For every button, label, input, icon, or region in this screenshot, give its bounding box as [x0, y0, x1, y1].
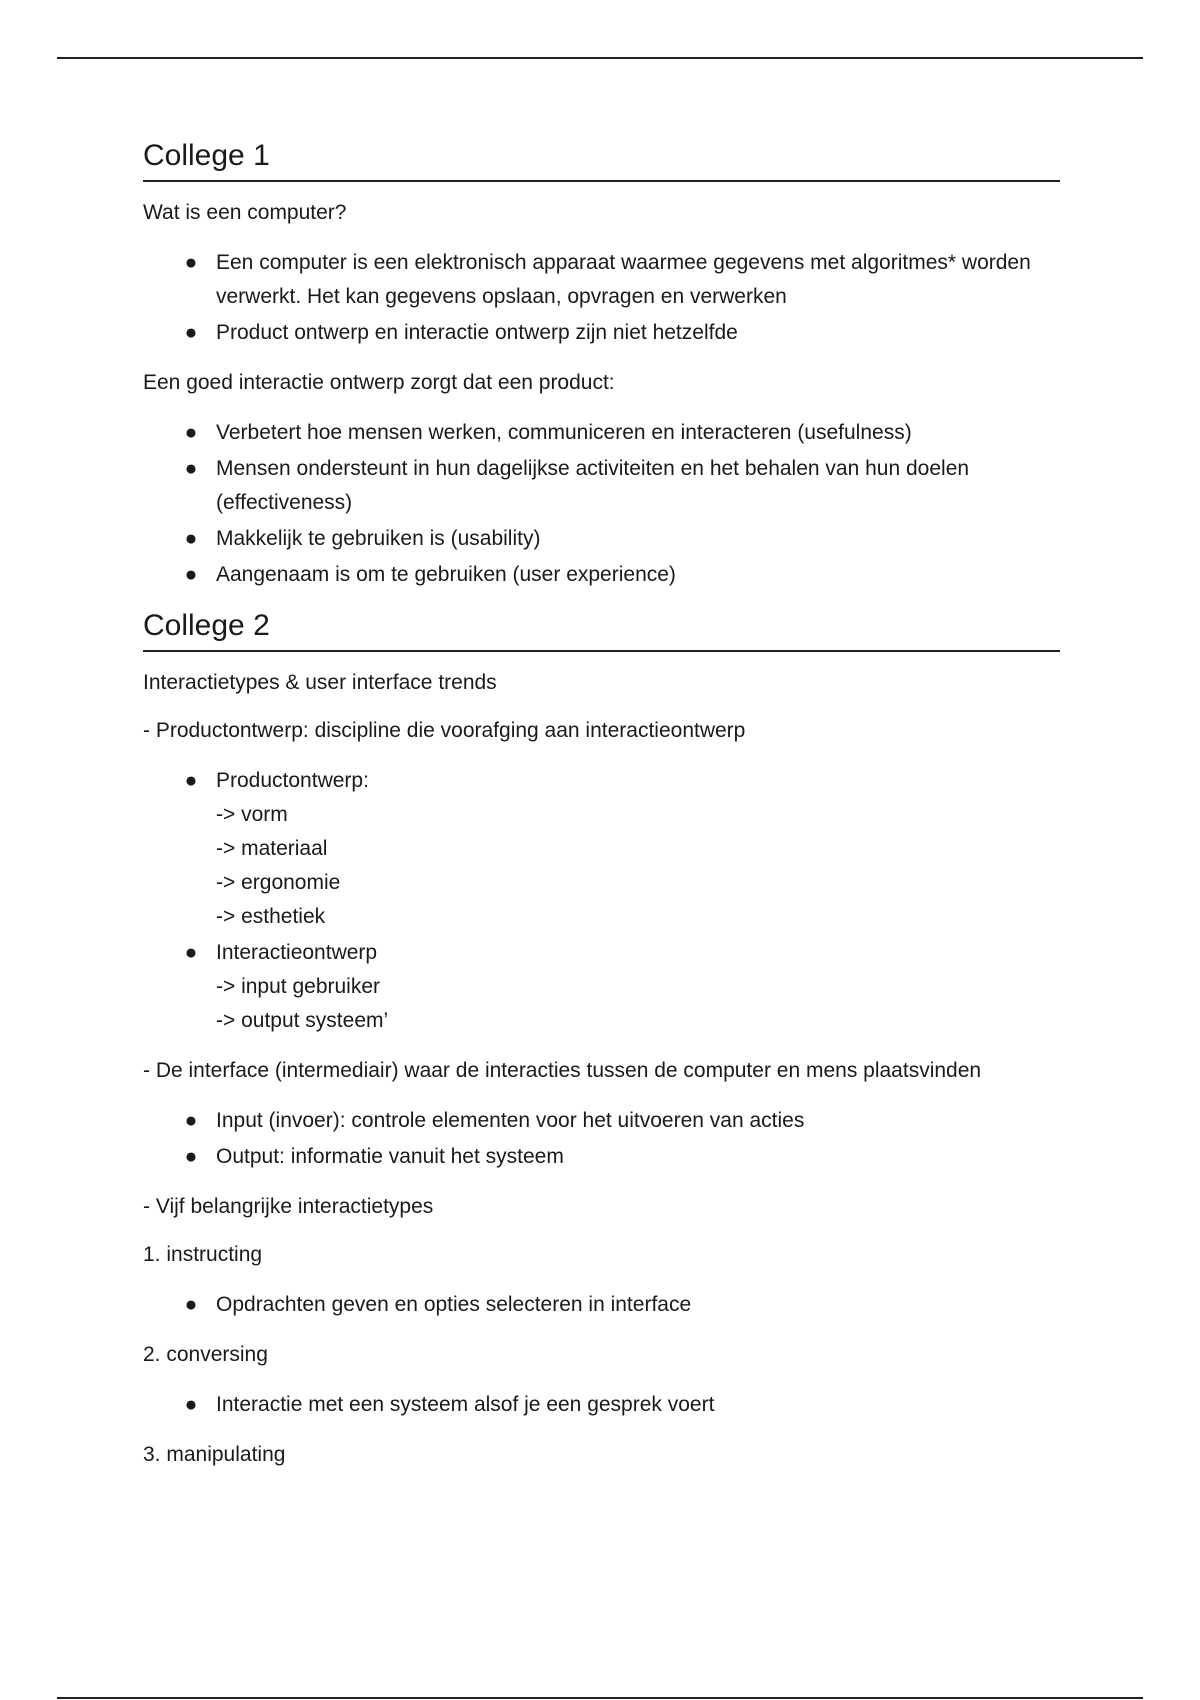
college-2-subtitle: Interactietypes & user interface trends [143, 671, 497, 694]
bullet-icon: ● [184, 769, 198, 792]
bullet-icon: ● [184, 1393, 198, 1416]
type-2-list [143, 1388, 1060, 1422]
page-top-rule [57, 57, 1143, 59]
bullet-icon: ● [184, 457, 198, 480]
type-1-list [143, 1288, 1060, 1322]
college-1-question: Wat is een computer? [143, 201, 347, 224]
bullet-icon: ● [184, 941, 198, 964]
document-body [143, 138, 1060, 1472]
design-disciplines-list [143, 764, 1060, 1038]
list-item: ● Output: informatie vanuit het systeem [143, 1140, 1060, 1174]
list-item: ● Productontwerp: -> vorm -> materiaal -> ergonomie -> esthetiek [143, 764, 1060, 934]
college-1-bullets [143, 246, 1060, 350]
list-item: ● Makkelijk te gebruiken is (usability) [143, 522, 1060, 556]
list-item: ● Aangenaam is om te gebruiken (user experience) [143, 558, 1060, 592]
college-1-design-goals [143, 416, 1060, 592]
list-item: ● Input (invoer): controle elementen voor het uitvoeren van acties [143, 1104, 1060, 1138]
type-3-label: 3. manipulating [143, 1443, 286, 1466]
type-1-label: 1. instructing [143, 1243, 263, 1266]
bullet-icon: ● [184, 527, 198, 550]
list-item: ● Interactieontwerp -> input gebruiker -> output systeem’ [143, 936, 1060, 1038]
io-list [143, 1104, 1060, 1174]
list-item: ● Mensen ondersteunt in hun dagelijkse activiteiten en het behalen van hun doelen (effectiveness) [143, 452, 1060, 520]
bullet-icon: ● [184, 1293, 198, 1316]
college-2-line-2: - De interface (intermediair) waar de interacties tussen de computer en mens plaatsvinden [143, 1059, 982, 1082]
bullet-icon: ● [184, 421, 198, 444]
bullet-icon: ● [184, 251, 198, 274]
college-1-intro: Een goed interactie ontwerp zorgt dat een product: [143, 371, 615, 394]
bullet-icon: ● [184, 321, 198, 344]
college-2-heading: College 2 [143, 608, 1060, 652]
list-item: ● Verbetert hoe mensen werken, communiceren en interacteren (usefulness) [143, 416, 1060, 450]
list-item: ● Product ontwerp en interactie ontwerp zijn niet hetzelfde [143, 316, 1060, 350]
list-item: ● Opdrachten geven en opties selecteren in interface [143, 1288, 1060, 1322]
college-2-line-3: - Vijf belangrijke interactietypes [143, 1195, 434, 1218]
bullet-icon: ● [184, 563, 198, 586]
college-1-heading: College 1 [143, 138, 1060, 182]
college-2-line-1: - Productontwerp: discipline die voorafging aan interactieontwerp [143, 719, 746, 742]
page-bottom-rule [57, 1697, 1143, 1699]
type-2-label: 2. conversing [143, 1343, 268, 1366]
list-item: ● Interactie met een systeem alsof je een gesprek voert [143, 1388, 1060, 1422]
list-item: ● Een computer is een elektronisch apparaat waarmee gegevens met algoritmes* worden verwerkt. Het kan gegevens opslaan, opvragen en verwerken [143, 246, 1060, 314]
bullet-icon: ● [184, 1109, 198, 1132]
bullet-icon: ● [184, 1145, 198, 1168]
